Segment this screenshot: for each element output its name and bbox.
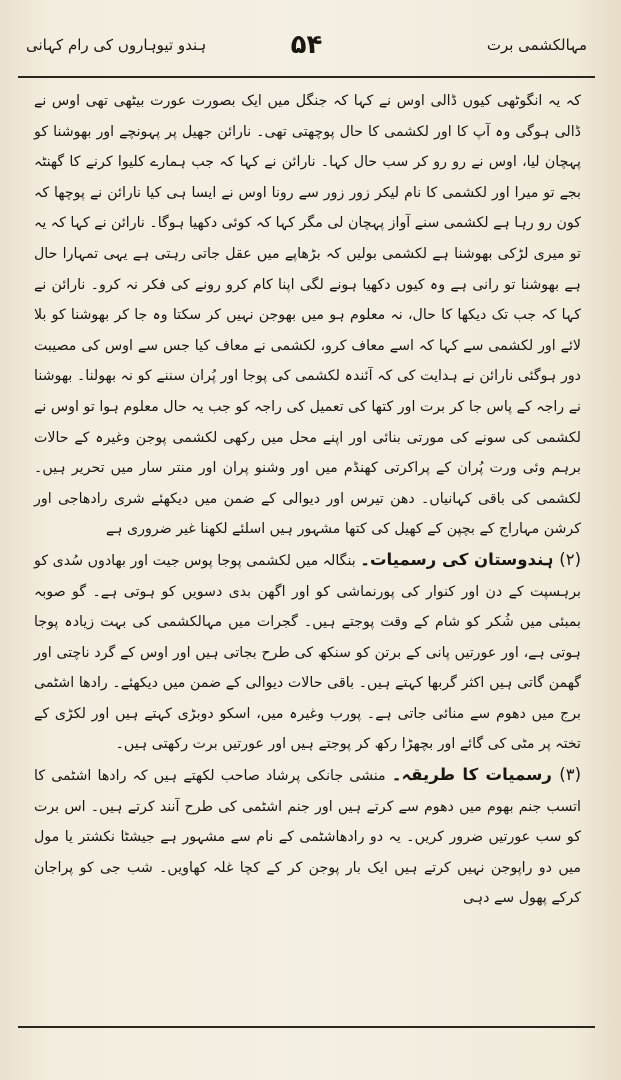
page-number: ۵۴	[290, 30, 323, 60]
running-title-left: ہندو تیوہاروں کی رام کہانی	[26, 36, 207, 54]
running-title-right: مہالکشمی برت	[486, 36, 587, 54]
page-header	[26, 30, 587, 70]
section-2	[34, 545, 581, 760]
section-2-text: بنگالہ میں لکشمی پوجا پوس جیت اور بھادوں سُدی کو برہسپت کے دن اور کنوار کی پورنماشی کو اور اگھن بدی دسویں کو ہوتی ہے۔ گو صوبہ بمبئی میں شُکر کو شام کے وقت پوجتے ہیں۔ گجرات میں مہالکشمی کی بہت زیادہ پوجا ہوتی ہے، اور عورتیں پانی کے برتن کو سنکھ کی طرح بجاتی ہیں اور اوس کے گرد ناچتی اور گھمن گاتی ہیں اکثر گربھا کہتے ہیں۔ باقی حالات دیوالی کے ضمن میں دیکھئے۔ رادھا اشٹمی برج میں دھوم سے منائی جاتی ہے۔ پورب وغیرہ میں، اسکو دوبڑی کہتے ہیں اور لکڑی کے تختہ پر مٹی کی گائے اور بچھڑا رکھ کر پوجتے ہیں اور عورتیں برت رکھتی ہیں۔	[34, 552, 581, 753]
footer-rule	[18, 1026, 595, 1028]
section-2-title: ہندوستان کی رسمیات۔	[360, 549, 554, 569]
section-3-title: رسمیات کا طریقہ۔	[391, 765, 552, 785]
section-3	[34, 760, 581, 914]
section-2-heading	[360, 550, 581, 569]
page-body	[34, 86, 581, 1020]
section-3-heading	[392, 765, 581, 784]
section-3-number: (۳)	[559, 765, 581, 785]
paragraph-story: کہ یہ انگوٹھی کیوں ڈالی اوس نے کہا کہ جنگل میں ایک بصورت عورت بیٹھی تھی اوس نے ڈالی ہوگی وہ آپ کا اور لکشمی کا حال پوچھتی تھی۔ نارائن جھیل پر پہونچے اور بھوشنا کو پہچان لیا، اوس نے رو رو کر سب حال کہا۔ نارائن نے کہا کہ جب ہمارے کلیوا کرنے کا گھنٹہ بجے تو میرا اور لکشمی کا نام لیکر زور زور سے رونا اوس نے ایسا ہی کیا نارائن نے پوچھا کہ کون رو رہا ہے لکشمی سنے آواز پہچان لی مگر کہا کہ کوئی دکھیا ہوگا۔ نارائن نے کہا کہ یہ تو میری لڑکی بھوشنا ہے لکشمی بولیں کہ بڑھاپے میں عقل جاتی رہتی ہے یہی تمہارا حال ہے بھوشنا تو رانی ہے وہ کیوں دکھیا ہونے لگی اپنا کام کرو رونے کی فکر نہ کرو۔ نارائن نے کہا کہ جب تک دیکھا کا حال، نہ معلوم ہو میں بھوجن نہیں کر سکتا وہ جا کر بھوشنا کو بلا لائے اور لکشمی سے کہا کہ اسے معاف کرو، لکشمی نے معاف کیا جس سے اوس کی مصیبت دور ہوگئی نارائن نے ہدایت کی کہ آئندہ لکشمی کی پوجا اور پُران سننے کو نہ بھولنا۔ بھوشنا نے راجہ کے پاس جا کر برت اور کتھا کی تعمیل کی راجہ کو جب یہ حال معلوم ہوا تو اوس نے لکشمی کی سونے کی مورتی بنائی اور اپنے محل میں رکھی لکشمی پوجن وغیرہ کے حالات برہم وئی ورت پُران کے پراکرتی کھنڈم میں اور وشنو پران اور منتر سار میں تحریر ہیں۔ لکشمی کی باقی کہانیاں۔ دھن تیرس اور دیوالی کے ضمن میں دیکھئے شری رادھاجی اور کرشن مہاراج کے بچپن کے کھیل کی کتھا مشہور ہیں اسلئے لکھنا غیر ضروری ہے	[34, 93, 581, 538]
section-2-number: (۲)	[559, 549, 581, 569]
header-rule	[18, 76, 595, 78]
section-3-text: منشی جانکی پرشاد صاحب لکھتے ہیں کہ رادھا اشٹمی کا اتسب جنم بھوم میں دھوم سے کرتے ہیں اور جنم اشٹمی کی طرح آنند کرتے ہیں۔ اس برت کو سب عورتیں ضرور کریں۔ یہ دو رادھاشٹمی کے نام سے مشہور ہے جیشٹا نکشتر یا مول میں دو راپوجن نہیں کرتے ہیں ایک بار پوجن کر کے کچا غلہ کھاویں۔ شب جی کو پراجان کرکے پھول سے دہی	[34, 768, 581, 907]
